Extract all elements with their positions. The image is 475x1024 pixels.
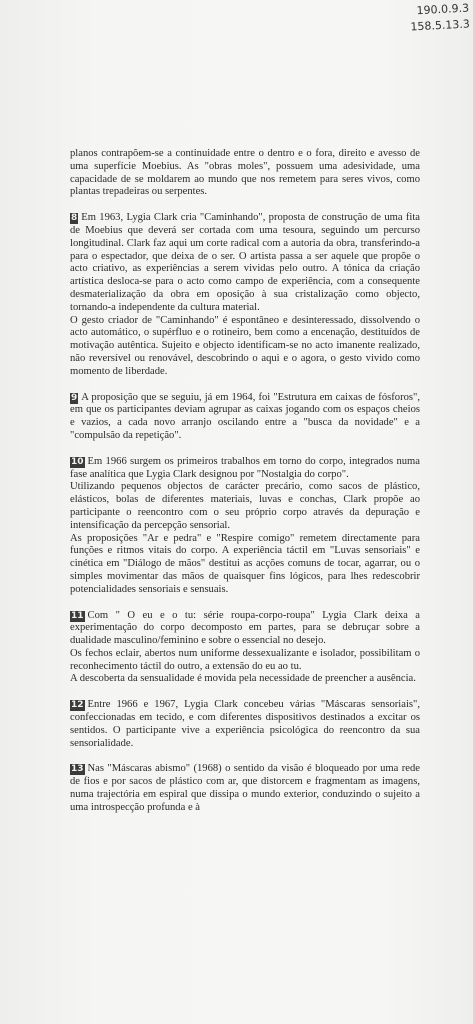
- section-paragraph: [70, 392, 420, 443]
- section-number-badge: 12: [71, 700, 84, 711]
- section-paragraph: Utilizando pequenos objectos de carácter precário, como sacos de plástico, elásticos, bolas de diferentes materiais, luvas e conchas, Clark propõe ao participante o reencontro com o seu próprio corpo através da depuração e intensificação da percepção sensorial.: [70, 481, 420, 531]
- section-text: Nas "Máscaras abismo" (1968) o sentido da visão é bloqueado por uma rede de fios e por sacos de plástico com ar, que distorcem e fragmentam as imagens, numa trajectória em espiral que dissipa o mundo exterior, conduzindo o sujeito a uma introspecção profunda e à: [70, 763, 420, 813]
- archive-code-1: 190.0.9.3: [415, 1, 469, 18]
- section-number-badge: 11: [71, 610, 84, 621]
- section-paragraph: A descoberta da sensualidade é movida pela necessidade de preencher a ausência.: [70, 673, 416, 685]
- section-13: [70, 763, 420, 814]
- section-paragraph: O gesto criador de "Caminhando" é espontâneo e desinteressado, dissolvendo o acto automático, o supérfluo e o rotineiro, bem como a encenação, destituídos de motivação autêntica. Sujeito e objecto identificam-se no acto imanente realizado, não reversível ou renovável, descobrindo o aqui e o agora, o gesto vivido como momento de liberdade.: [70, 314, 420, 377]
- section-8: [70, 212, 420, 378]
- section-text: Entre 1966 e 1967, Lygia Clark concebeu várias "Máscaras sensoriais", confeccionadas em tecido, e com diferentes dispositivos destinados a excitar os sentidos. O participante vive a experiência psicológica do reencontro da sua sensorialidade.: [70, 699, 420, 749]
- section-number-badge: 10: [71, 456, 84, 467]
- section-paragraph: Os fechos eclair, abertos num uniforme dessexualizante e isolador, possibilitam o reconhecimento táctil do outro, a extensão do eu ao tu.: [70, 647, 420, 672]
- archive-code-2: 158.5.13.3: [409, 17, 470, 34]
- archive-codes: [409, 0, 470, 35]
- section-number-badge: 8: [71, 213, 78, 224]
- section-paragraph: [70, 763, 420, 814]
- section-text: Em 1963, Lygia Clark cria "Caminhando", proposta de construção de uma fita de Moebius que deverá ser cortada com uma tesoura, seguindo um percurso longitudinal. Clark faz aqui um corte radical com a autoria da obra, transferindo-a para o espectador, que deixa de o ser. O artista passa a ser aquele que propõe o acto criativo, as experiências a serem vividas pelo outro. A tónica da criação artística desloca-se para o acto como campo de experiência, com a consequente desmaterialização da obra em oposição à sua cristalização como objecto, tornando-a independente da cultura material.: [70, 212, 420, 313]
- section-paragraph: [70, 456, 420, 482]
- section-12: [70, 699, 420, 750]
- section-paragraph: As proposições "Ar e pedra" e "Respire comigo" remetem directamente para funções e ritmos vitais do corpo. A experiência táctil em "Luvas sensoriais" e cinética em "Diálogo de mãos" destitui as acções comuns de tocar, agarrar, ou o simples movimentar das mãos de quaisquer fins lógicos, para lhes redescobrir potencialidades sensoriais e sensuais.: [70, 532, 420, 595]
- section-11: [70, 610, 420, 687]
- body-text: [70, 148, 420, 815]
- section-paragraph: [70, 699, 420, 750]
- section-text: A proposição que se seguiu, já em 1964, foi "Estrutura em caixas de fósforos", em que os participantes deviam agrupar as caixas jogando com os espaços cheios e vazios, a cada novo arranjo oscilando entre a "busca da novidade" e a "compulsão da repetição".: [70, 391, 420, 441]
- section-text: Com " O eu e o tu: série roupa-corpo-roupa" Lygia Clark deixa a experimentação do corpo decomposto em partes, para se debruçar sobre a dualidade masculino/feminino e sobre o essencial no desejo.: [70, 609, 420, 647]
- section-text: Em 1966 surgem os primeiros trabalhos em torno do corpo, integrados numa fase analítica que Lygia Clark designou por "Nostalgia do corpo".: [70, 455, 420, 480]
- section-paragraph: [70, 212, 420, 314]
- section-9: [70, 392, 420, 443]
- intro-paragraph: planos contrapõem-se a continuidade entre o dentro e o fora, direito e avesso de uma superfície Moebius. As "obras moles", possuem uma adesividade, uma capacidade de se moldarem ao mundo que nos remetem para seres vivos, como plantas trepadeiras ou serpentes.: [70, 148, 420, 198]
- section-number-badge: 9: [71, 392, 78, 403]
- section-10: [70, 456, 420, 597]
- section-number-badge: 13: [71, 764, 84, 775]
- section-paragraph: [70, 610, 420, 648]
